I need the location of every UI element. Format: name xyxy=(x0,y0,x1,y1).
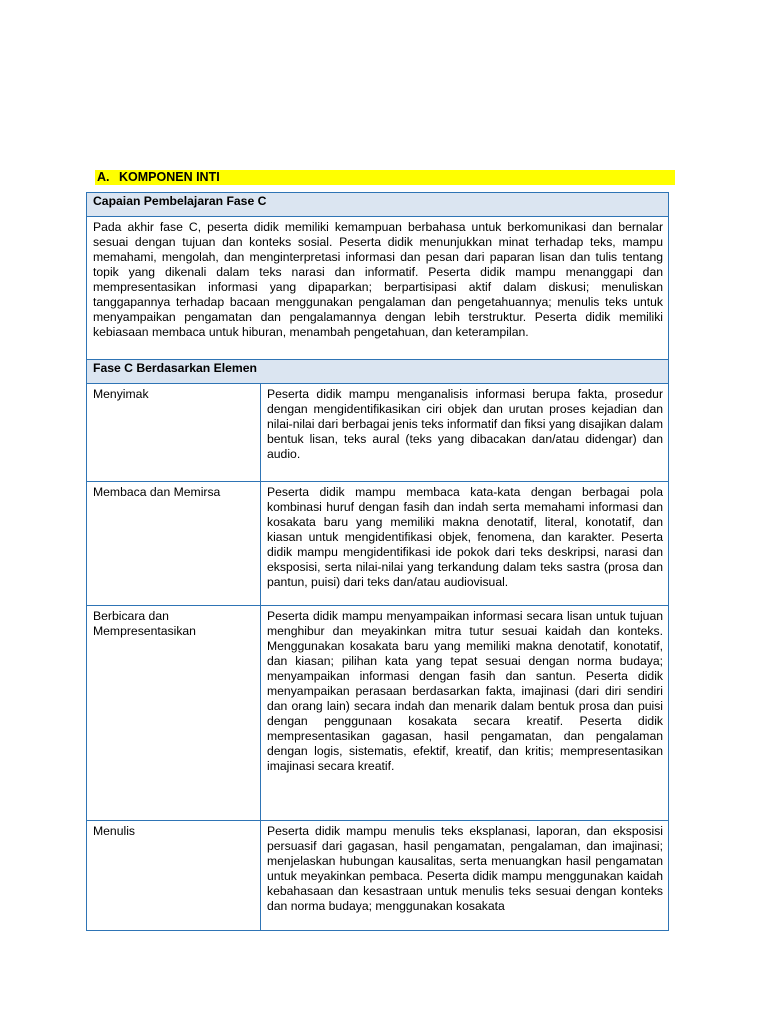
element-description-membaca: Peserta didik mampu membaca kata-kata dengan berbagai pola kombinasi huruf dengan fasih dan indah serta memahami informasi dan kosakata baru yang memiliki makna denotatif, literal, konotatif, dan kiasan untuk mengidentifikasi objek, fenomena, dan karakter. Peserta didik mampu mengidentifikasi ide pokok dari teks deskripsi, narasi dan eksposisi, serta nilai-nilai yang terkandung dalam teks sastra (prosa dan pantun, puisi) dari teks dan/atau audiovisual. xyxy=(261,482,669,606)
element-label-menulis: Menulis xyxy=(87,821,261,931)
table-row xyxy=(87,606,669,821)
elemen-header: Fase C Berdasarkan Elemen xyxy=(87,360,669,384)
table-row xyxy=(87,821,669,931)
elemen-header-row xyxy=(87,360,669,384)
element-description-menyimak: Peserta didik mampu menganalisis informasi berupa fakta, prosedur dengan mengidentifikasikan ciri objek dan urutan proses kejadian dan nilai-nilai dari berbagai jenis teks informatif dan fiksi yang disajikan dalam bentuk lisan, teks aural (teks yang dibacakan dan/atau didengar) dan audio. xyxy=(261,384,669,482)
capaian-header: Capaian Pembelajaran Fase C xyxy=(87,193,669,217)
element-label-membaca: Membaca dan Memirsa xyxy=(87,482,261,606)
element-label-berbicara: Berbicara dan Mempresentasikan xyxy=(87,606,261,821)
element-description-berbicara: Peserta didik mampu menyampaikan informasi secara lisan untuk tujuan menghibur dan meyakinkan mitra tutur sesuai kaidah dan konteks. Menggunakan kosakata baru yang memiliki makna denotatif, konotatif, dan kiasan; pilihan kata yang tepat sesuai dengan norma budaya; menyampaikan informasi dengan fasih dan santun. Peserta didik menyampaikan perasaan berdasarkan fakta, imajinasi (dari diri sendiri dan orang lain) secara indah dan menarik dalam bentuk prosa dan puisi dengan penggunaan kosakata secara kreatif. Peserta didik mempresentasikan gagasan, hasil pengamatan, dan pengalaman dengan logis, sistematis, efektif, kreatif, dan kritis; mempresentasikan imajinasi secara kreatif. xyxy=(261,606,669,821)
capaian-text: Pada akhir fase C, peserta didik memiliki kemampuan berbahasa untuk berkomunikasi dan bernalar sesuai dengan tujuan dan konteks sosial. Peserta didik menunjukkan minat terhadap teks, mampu memahami, mengolah, dan menginterpretasi informasi dan pesan dari paparan lisan dan tulis tentang topik yang dikenali dalam teks narasi dan informatif. Peserta didik mampu menanggapi dan mempresentasikan informasi yang dipaparkan; berpartisipasi aktif dalam diskusi; menuliskan tanggapannya terhadap bacaan menggunakan pengalaman dan pengetahuannya; menulis teks untuk menyampaikan pengamatan dan pengalamannya dengan lebih terstruktur. Peserta didik memiliki kebiasaan membaca untuk hiburan, menambah pengetahuan, dan keterampilan. xyxy=(87,217,669,360)
capaian-header-row xyxy=(87,193,669,217)
table-row xyxy=(87,384,669,482)
section-letter: A. xyxy=(97,170,110,184)
capaian-text-row xyxy=(87,217,669,360)
element-description-menulis: Peserta didik mampu menulis teks eksplanasi, laporan, dan eksposisi persuasif dari gagasan, hasil pengamatan, pengalaman, dan imajinasi; menjelaskan hubungan kausalitas, serta menuangkan hasil pengamatan untuk meyakinkan pembaca. Peserta didik mampu menggunakan kaidah kebahasaan dan kesastraan untuk menulis teks sesuai dengan konteks dan norma budaya; menggunakan kosakata xyxy=(261,821,669,931)
section-title: KOMPONEN INTI xyxy=(119,170,220,184)
section-heading xyxy=(95,170,675,185)
table-row xyxy=(87,482,669,606)
element-label-menyimak: Menyimak xyxy=(87,384,261,482)
competency-table xyxy=(86,192,669,931)
